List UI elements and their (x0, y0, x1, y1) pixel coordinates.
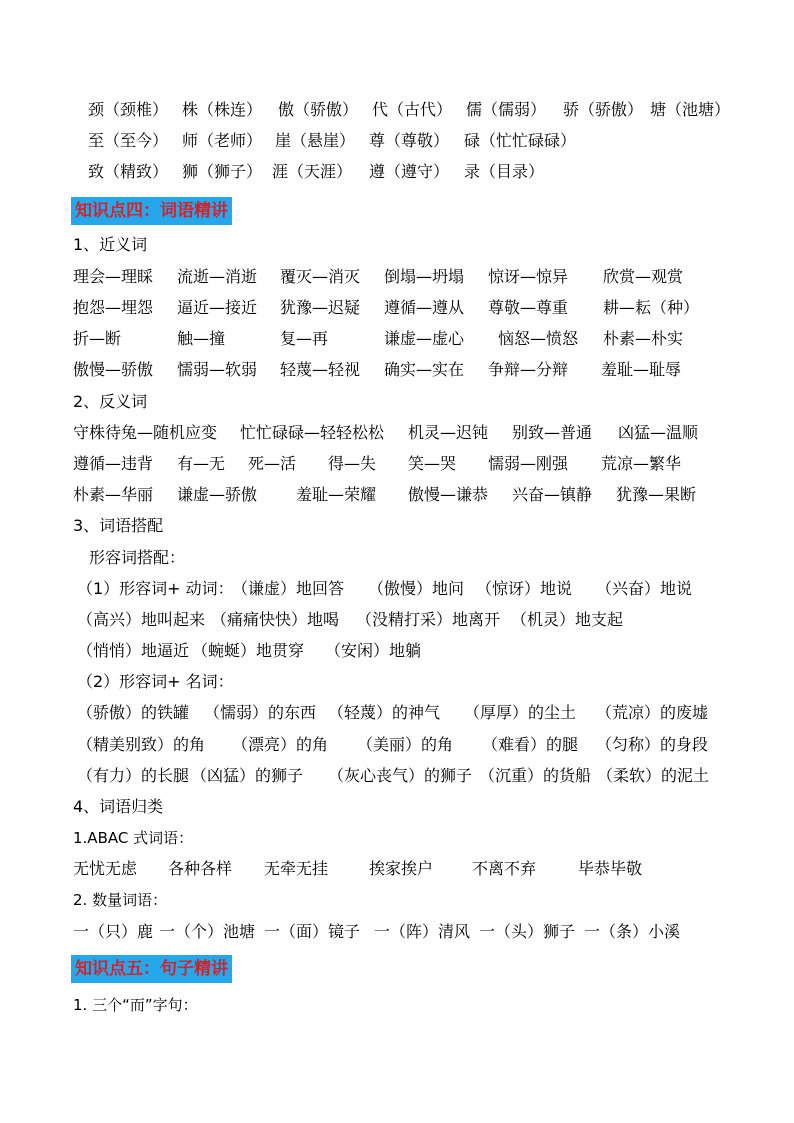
adj-noun-row-1 (0, 700, 794, 726)
section5-item-1 (0, 992, 794, 1018)
adj-verb-row-3 (0, 638, 794, 664)
word-pair: 犹豫—迟疑 (280, 298, 361, 317)
word-pair: 羞耻—荣耀 (296, 485, 377, 504)
char-row-3 (0, 159, 794, 185)
adj-collocation-heading-text: 形容词搭配： (89, 548, 186, 567)
phrase: （蜿蜒）地贯穿 (192, 641, 305, 660)
classify-heading (0, 794, 794, 820)
section4-title: 知识点四：词语精讲 (71, 197, 232, 225)
antonyms-heading (0, 389, 794, 415)
word-pair: 荒凉—繁华 (601, 454, 682, 473)
abac-word: 各种各样 (168, 859, 233, 878)
phrase: （没精打采）地离开 (356, 610, 501, 629)
synonyms-row-2 (0, 295, 794, 321)
word-pair: 折—断 (73, 329, 122, 348)
word-pair: 逼近—接近 (177, 298, 258, 317)
synonyms-row-3 (0, 326, 794, 352)
abac-word: 毕恭毕敬 (578, 859, 643, 878)
phrase: （匀称）的身段 (596, 735, 709, 754)
char-item: 儒（儒弱） (466, 100, 547, 119)
char-item: 尊（尊敬） (369, 131, 450, 150)
abac-word: 无忧无虑 (73, 859, 138, 878)
word-pair: 遵循—遵从 (384, 298, 465, 317)
char-item: 株（株连） (182, 100, 263, 119)
phrase: （惊讶）地说 (476, 579, 573, 598)
word-pair: 得—失 (328, 454, 377, 473)
char-row-1 (0, 97, 794, 123)
phrase: （悄悄）地逼近 (77, 641, 190, 660)
section5-item-1-text: 1. 三个“而”字句： (73, 996, 198, 1014)
word-pair: 倒塌—坍塌 (384, 267, 465, 286)
phrase: （沉重）的货船 (479, 766, 592, 785)
char-item: 碌（忙忙碌碌） (464, 131, 577, 150)
adj-noun-heading-text: （2）形容词+ 名词： (77, 672, 234, 691)
char-item: 傲（骄傲） (278, 100, 359, 119)
phrase: （柔软）的泥土 (597, 766, 710, 785)
char-item: 塘（池塘） (650, 100, 731, 119)
phrase: （兴奋）地说 (596, 579, 693, 598)
word-pair: 死—活 (248, 454, 297, 473)
word-pair: 轻蔑—轻视 (280, 360, 361, 379)
abac-word: 挨家挨户 (369, 859, 434, 878)
phrase: （懦弱）的东西 (204, 703, 317, 722)
section5-title: 知识点五：句子精讲 (71, 955, 232, 983)
phrase: （机灵）地支起 (511, 610, 624, 629)
word-pair: 傲慢—骄傲 (73, 360, 154, 379)
word-pair: 理会—理睬 (73, 267, 154, 286)
word-pair: 覆灭—消灭 (280, 267, 361, 286)
word-pair: 忙忙碌碌—轻轻松松 (240, 423, 385, 442)
abac-word: 不离不弃 (472, 859, 537, 878)
phrase: （荒凉）的废墟 (596, 703, 709, 722)
char-item: 师（老师） (182, 131, 263, 150)
char-item: 骄（骄傲） (563, 100, 644, 119)
phrase: （傲慢）地问 (368, 579, 465, 598)
quantity-row (0, 919, 794, 945)
word-pair: 耕—耘（种） (603, 298, 700, 317)
adj-verb-heading: （1）形容词+ 动词： (77, 579, 234, 598)
char-item: 至（至今） (88, 131, 169, 150)
word-pair: 守株待兔—随机应变 (73, 423, 218, 442)
word-pair: 懦弱—软弱 (177, 360, 258, 379)
phrase: （高兴）地叫起来 (77, 610, 206, 629)
collocation-heading (0, 513, 794, 539)
phrase: （骄傲）的铁罐 (77, 703, 190, 722)
antonyms-heading-text: 2、反义词 (73, 392, 148, 411)
phrase: （痛痛快快）地喝 (211, 610, 340, 629)
adj-noun-row-3 (0, 763, 794, 789)
phrase: （安闲）地躺 (325, 641, 422, 660)
word-pair: 傲慢—谦恭 (408, 485, 489, 504)
adj-noun-row-2 (0, 732, 794, 758)
synonyms-heading-text: 1、近义词 (73, 235, 148, 254)
synonyms-heading (0, 232, 794, 258)
abac-word: 无牵无挂 (264, 859, 329, 878)
char-item: 遵（遵守） (369, 162, 450, 181)
word-pair: 尊敬—尊重 (488, 298, 569, 317)
char-item: 代（古代） (372, 100, 453, 119)
adj-collocation-heading (0, 545, 794, 571)
word-pair: 懦弱—刚强 (488, 454, 569, 473)
word-pair: 笑—哭 (408, 454, 457, 473)
classify-heading-text: 4、词语归类 (73, 797, 164, 816)
word-pair: 谦虚—骄傲 (177, 485, 258, 504)
char-item: 狮（狮子） (182, 162, 263, 181)
char-item: 崖（悬崖） (275, 131, 356, 150)
word-pair: 复—再 (280, 329, 329, 348)
phrase: （难看）的腿 (482, 735, 579, 754)
adj-verb-row-1 (0, 576, 794, 602)
phrase: （谦虚）地回答 (232, 579, 345, 598)
antonyms-row-1 (0, 420, 794, 446)
char-item: 涯（天涯） (272, 162, 353, 181)
collocation-heading-text: 3、词语搭配 (73, 516, 164, 535)
phrase: （有力）的长腿 (77, 766, 190, 785)
phrase: （凶猛）的狮子 (191, 766, 304, 785)
phrase: （灰心丧气）的狮子 (328, 766, 473, 785)
word-pair: 朴素—朴实 (603, 329, 684, 348)
word-pair: 遵循—违背 (73, 454, 154, 473)
quantity-phrase: 一（只）鹿 (73, 922, 154, 941)
phrase: （轻蔑）的神气 (328, 703, 441, 722)
antonyms-row-2 (0, 451, 794, 477)
word-pair: 羞耻—耻辱 (601, 360, 682, 379)
quantity-heading-text: 2. 数量词语： (73, 891, 168, 909)
abac-row (0, 856, 794, 882)
word-pair: 惊讶—惊异 (488, 267, 569, 286)
phrase: （漂亮）的角 (232, 735, 329, 754)
abac-heading (0, 825, 794, 851)
char-item: 颈（颈椎） (88, 100, 169, 119)
word-pair: 触—撞 (177, 329, 226, 348)
word-pair: 犹豫—果断 (616, 485, 697, 504)
antonyms-row-3 (0, 482, 794, 508)
abac-heading-text: 1.ABAC 式词语： (73, 829, 194, 847)
quantity-phrase: 一（面）镜子 (264, 922, 361, 941)
quantity-phrase: 一（个）池塘 (159, 922, 256, 941)
phrase: （美丽）的角 (357, 735, 454, 754)
quantity-phrase: 一（阵）清风 (374, 922, 471, 941)
quantity-phrase: 一（条）小溪 (584, 922, 681, 941)
word-pair: 谦虚—虚心 (384, 329, 465, 348)
synonyms-row-4 (0, 357, 794, 383)
word-pair: 流逝—消逝 (177, 267, 258, 286)
word-pair: 朴素—华丽 (73, 485, 154, 504)
word-pair: 抱怨—埋怨 (73, 298, 154, 317)
quantity-heading (0, 887, 794, 913)
word-pair: 别致—普通 (512, 423, 593, 442)
word-pair: 凶猛—温顺 (618, 423, 699, 442)
word-pair: 有—无 (177, 454, 226, 473)
word-pair: 争辩—分辩 (488, 360, 569, 379)
adj-noun-heading (0, 669, 794, 695)
word-pair: 确实—实在 (384, 360, 465, 379)
word-pair: 机灵—迟钝 (408, 423, 489, 442)
char-row-2 (0, 128, 794, 154)
synonyms-row-1 (0, 264, 794, 290)
phrase: （厚厚）的尘土 (464, 703, 577, 722)
quantity-phrase: 一（头）狮子 (479, 922, 576, 941)
word-pair: 欣赏—观赏 (603, 267, 684, 286)
char-item: 录（目录） (464, 162, 545, 181)
phrase: （精美别致）的角 (77, 735, 206, 754)
word-pair: 恼怒—愤怒 (498, 329, 579, 348)
word-pair: 兴奋—镇静 (512, 485, 593, 504)
adj-verb-row-2 (0, 607, 794, 633)
char-item: 致（精致） (88, 162, 169, 181)
